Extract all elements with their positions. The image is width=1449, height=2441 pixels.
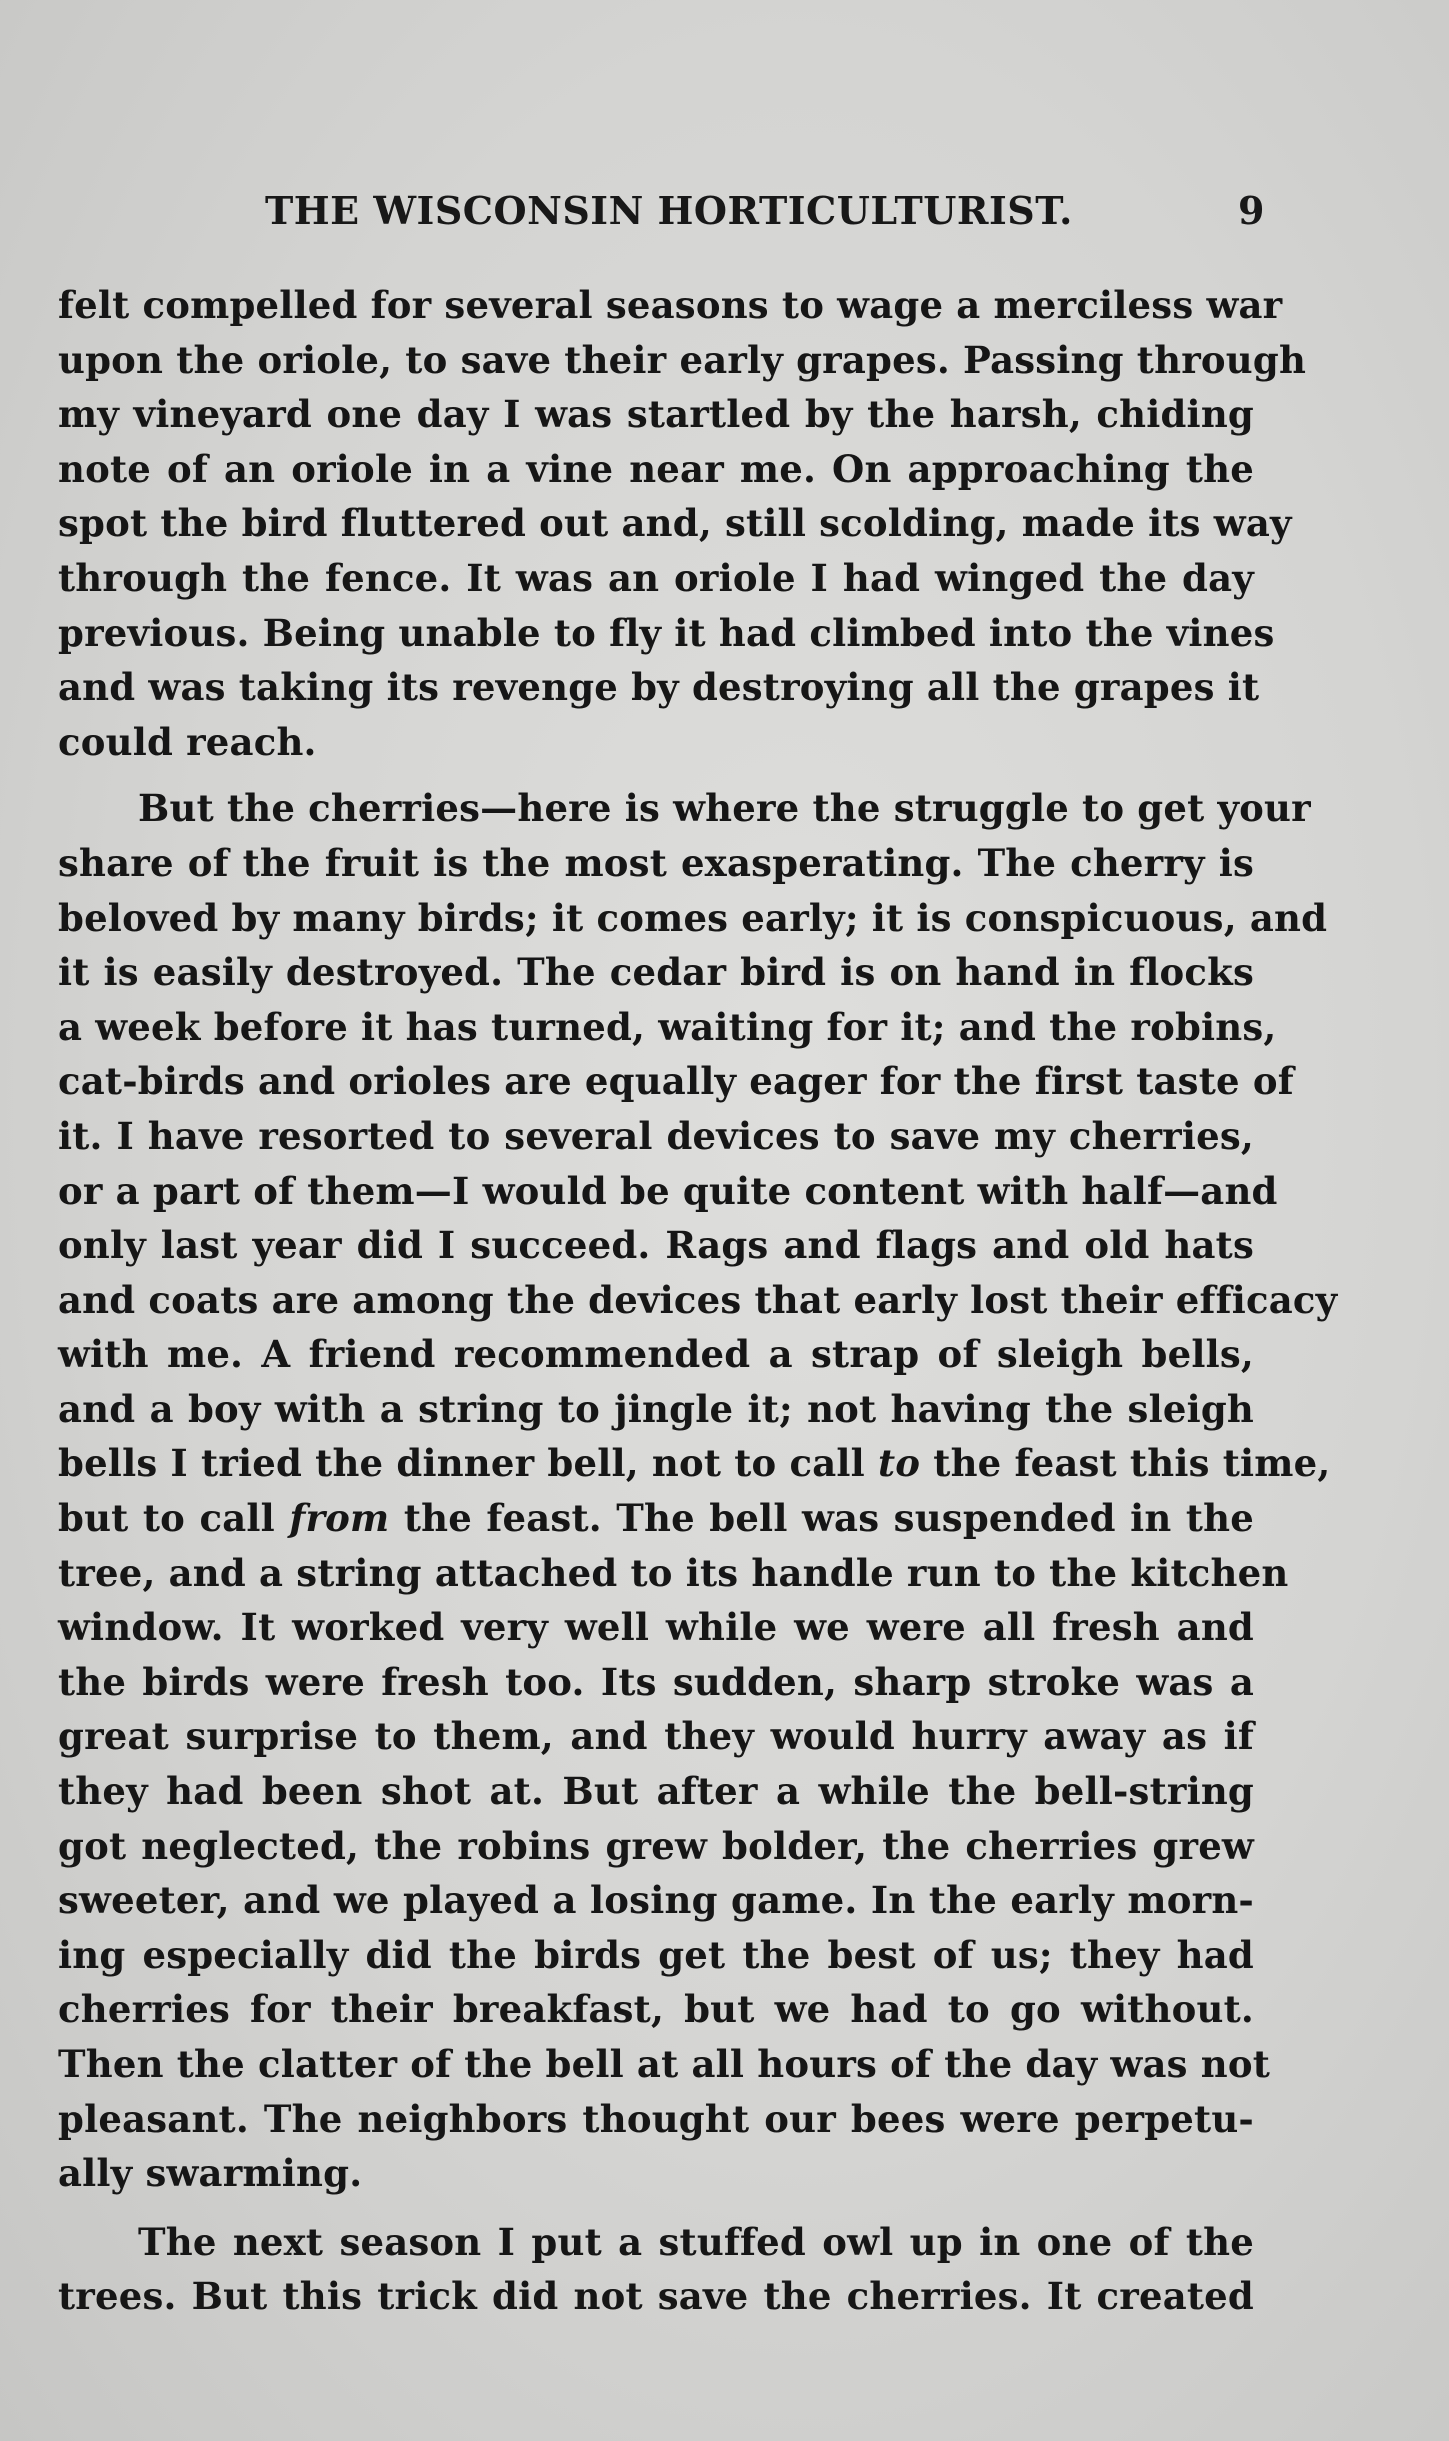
text-line: previous. Being unable to fly it had climbed into the vines bbox=[58, 610, 1275, 655]
running-head-title: THE WISCONSIN HORTICULTURIST. bbox=[265, 188, 1073, 233]
text-line: tree, and a string attached to its handle run to the kitchen bbox=[58, 1550, 1289, 1595]
text-line: could reach. bbox=[58, 719, 317, 764]
text-line: window. It worked very well while we were all fresh and bbox=[58, 1605, 1254, 1650]
text-line: cherries for their breakfast, but we had to go without. bbox=[58, 1987, 1254, 2032]
text-line: Then the clatter of the bell at all hours of the day was not bbox=[58, 2042, 1271, 2086]
text-line: The next season I put a stuffed owl up in one of the bbox=[138, 2219, 1254, 2264]
text-line: great surprise to them, and they would hurry away as if bbox=[58, 1714, 1254, 1759]
text-line: with me. A friend recommended a strap of sleigh bells, bbox=[58, 1332, 1254, 1377]
text-fragment: the feast. The bell was suspended in the bbox=[403, 1496, 1254, 1541]
text-line: it is easily destroyed. The cedar bird is on hand in flocks bbox=[58, 950, 1254, 995]
text-line: got neglected, the robins grew bolder, the cherries grew bbox=[58, 1823, 1254, 1868]
paragraph-1 bbox=[58, 278, 1307, 769]
text-fragment: the feast this time, bbox=[933, 1441, 1331, 1486]
text-line: they had been shot at. But after a while the bell-string bbox=[58, 1769, 1254, 1814]
text-line: my vineyard one day I was startled by the harsh, chiding bbox=[58, 392, 1254, 437]
text-line: ing especially did the birds get the best of us; they had bbox=[58, 1932, 1254, 1977]
text-line: pleasant. The neighbors thought our bees were perpetu- bbox=[58, 2096, 1254, 2141]
text-line: or a part of them—I would be quite content with half—and bbox=[58, 1168, 1278, 1213]
text-line: sweeter, and we played a losing game. In the early morn- bbox=[58, 1878, 1254, 1923]
text-line: note of an oriole in a vine near me. On approaching the bbox=[58, 446, 1254, 491]
text-fragment: but to call bbox=[58, 1496, 275, 1541]
text-line: But the cherries—here is where the struggle to get your bbox=[138, 786, 1311, 831]
paragraph-gap bbox=[58, 769, 1254, 781]
text-line bbox=[58, 1436, 1331, 1491]
paragraph-3 bbox=[58, 2215, 1254, 2324]
text-line: share of the fruit is the most exasperating. The cherry is bbox=[58, 840, 1254, 885]
text-line: spot the bird fluttered out and, still scolding, made its way bbox=[58, 501, 1292, 546]
body-text bbox=[58, 278, 1338, 2324]
text-line: upon the oriole, to save their early grapes. Passing through bbox=[58, 337, 1307, 382]
text-line: beloved by many birds; it comes early; it is conspicuous, and bbox=[58, 895, 1328, 940]
text-line: felt compelled for several seasons to wage a merciless war bbox=[58, 283, 1283, 327]
page-number: 9 bbox=[1238, 188, 1265, 233]
text-line: and a boy with a string to jingle it; not having the sleigh bbox=[58, 1386, 1254, 1431]
text-line: and was taking its revenge by destroying all the grapes it bbox=[58, 665, 1260, 710]
text-line: a week before it has turned, waiting for it; and the robins, bbox=[58, 1004, 1277, 1049]
text-line: only last year did I succeed. Rags and flags and old hats bbox=[58, 1223, 1254, 1268]
italic-word: from bbox=[289, 1496, 390, 1541]
text-line bbox=[58, 1491, 1254, 1546]
paragraph-gap bbox=[58, 2201, 1254, 2215]
italic-word: to bbox=[878, 1441, 921, 1486]
text-line: and coats are among the devices that early lost their efficacy bbox=[58, 1277, 1338, 1322]
paragraph-2 bbox=[58, 781, 1338, 2200]
text-line: trees. But this trick did not save the cherries. It created bbox=[58, 2274, 1254, 2319]
text-line: cat-birds and orioles are equally eager for the first taste of bbox=[58, 1059, 1294, 1104]
text-line: through the fence. It was an oriole I had winged the day bbox=[58, 555, 1254, 600]
running-head bbox=[255, 188, 1275, 240]
text-line: ally swarming. bbox=[58, 2151, 363, 2196]
text-line: it. I have resorted to several devices to save my cherries, bbox=[58, 1113, 1254, 1158]
text-fragment: bells I tried the dinner bell, not to call bbox=[58, 1441, 865, 1486]
text-line: the birds were fresh too. Its sudden, sharp stroke was a bbox=[58, 1659, 1254, 1704]
